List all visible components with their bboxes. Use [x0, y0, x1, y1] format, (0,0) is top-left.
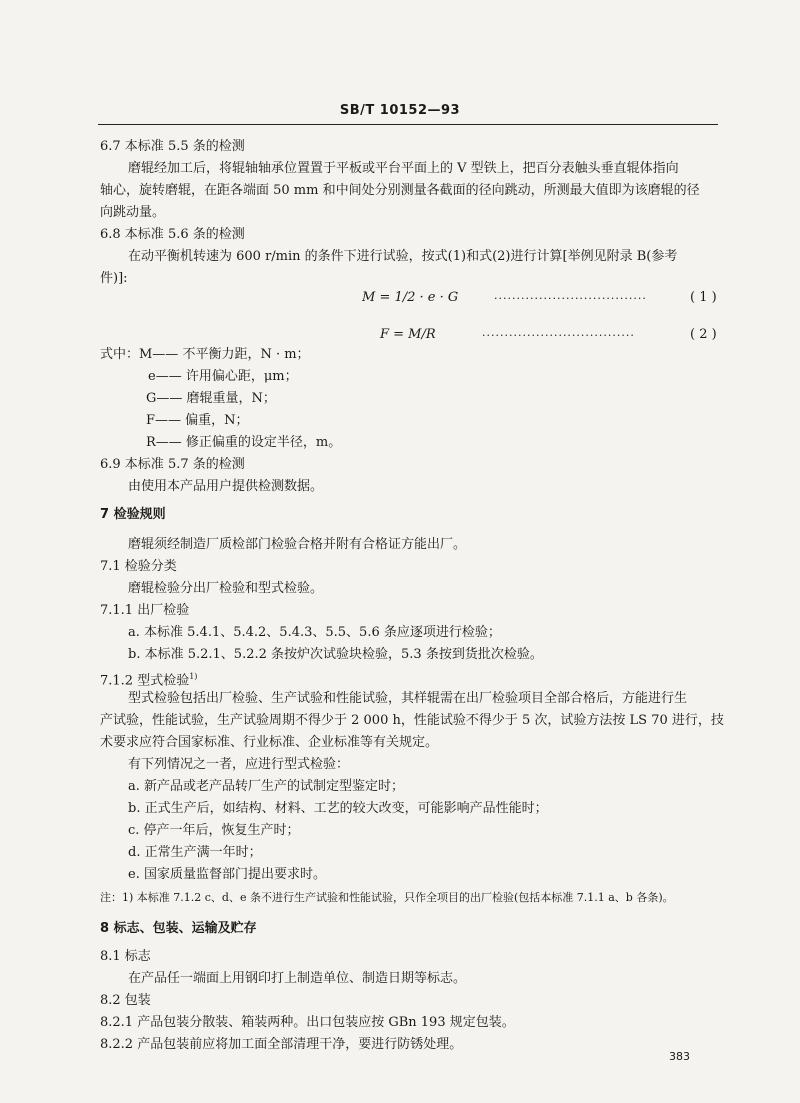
section-8-2-title: 8.2 包装 [100, 993, 151, 1008]
formula-2-leader: ·································· [482, 329, 635, 342]
section-6-9-title: 6.9 本标准 5.7 条的检测 [100, 457, 245, 472]
list-item: c. 停产一年后，恢复生产时； [128, 823, 300, 838]
section-8-2-2: 8.2.2 产品包装前应将加工面全部清理干净，要进行防锈处理。 [100, 1037, 463, 1052]
formula-2: F = M/R [380, 327, 436, 342]
header-rule [98, 124, 718, 125]
section-7-1-1-title: 7.1.1 出厂检验 [100, 603, 190, 618]
list-item: e. 国家质量监督部门提出要求时。 [128, 867, 326, 882]
footnote: 注：1) 本标准 7.1.2 c、d、e 条不进行生产试验和性能试验，只作全项目的出厂检验(包括本标准 7.1.1 a、b 各条)。 [100, 891, 674, 904]
page-number: 383 [669, 1050, 690, 1063]
chapter-8-title: 8 标志、包装、运输及贮存 [100, 921, 257, 936]
list-item: d. 正常生产满一年时； [128, 845, 262, 860]
paragraph-line: 件)]: [100, 271, 128, 286]
formula-1-leader: ·································· [494, 292, 647, 305]
standard-code-header: SB/T 10152—93 [339, 103, 461, 118]
formula-1: M = 1/2 · e · G [362, 290, 459, 305]
section-6-8-title: 6.8 本标准 5.6 条的检测 [100, 227, 245, 242]
variable-line: e—— 许用偏心距，μm； [148, 369, 298, 384]
list-item: b. 正式生产后，如结构、材料、工艺的较大改变，可能影响产品性能时； [128, 801, 548, 816]
formula-1-number: ( 1 ) [690, 290, 717, 305]
paragraph-line: 术要求应符合国家标准、行业标准、企业标准等有关规定。 [100, 735, 439, 750]
paragraph-line: 轴心，旋转磨辊，在距各端面 50 mm 和中间处分别测量各截面的径向跳动，所测最大值即为该磨辊的径 [100, 183, 700, 198]
variable-line: R—— 修正偏重的设定半径，m。 [146, 435, 342, 450]
paragraph-line: 由使用本产品用户提供检测数据。 [128, 479, 324, 494]
list-item: a. 本标准 5.4.1、5.4.2、5.4.3、5.5、5.6 条应逐项进行检验； [128, 625, 501, 640]
section-8-1-title: 8.1 标志 [100, 949, 151, 964]
footnote-marker: 1) [189, 672, 198, 681]
chapter-7-title: 7 检验规则 [100, 507, 166, 522]
section-7-1-2-title: 7.1.2 型式检验$^{1)}$ [100, 672, 198, 689]
paragraph-line: 向跳动量。 [100, 205, 166, 220]
paragraph-line: 在产品任一端面上用钢印打上制造单位、制造日期等标志。 [128, 971, 467, 986]
variable-line: G—— 磨辊重量，N； [146, 391, 276, 406]
paragraph-line: 产试验，性能试验，生产试验周期不得少于 2 000 h，性能试验不得少于 5 次，试验方法按 LS 70 进行，技 [100, 713, 724, 728]
paragraph-line: 型式检验包括出厂检验、生产试验和性能试验，其样辊需在出厂检验项目全部合格后，方能进行生 [128, 691, 688, 706]
list-item: a. 新产品或老产品转厂生产的试制定型鉴定时； [128, 779, 405, 794]
where-line: 式中：M—— 不平衡力距，N · m； [100, 347, 310, 362]
formula-2-number: ( 2 ) [690, 327, 717, 342]
paragraph-line: 在动平衡机转速为 600 r/min 的条件下进行试验，按式(1)和式(2)进行计算[举例见附录 B(参考 [128, 249, 678, 264]
paragraph-line: 有下列情况之一者，应进行型式检验： [128, 757, 350, 772]
paragraph-line: 磨辊经加工后，将辊轴轴承位置置于平板或平台平面上的 V 型铁上，把百分表触头垂直辊体指向 [128, 161, 679, 176]
list-item: b. 本标准 5.2.1、5.2.2 条按炉次试验块检验，5.3 条按到货批次检验。 [128, 647, 543, 662]
section-8-2-1: 8.2.1 产品包装分散装、箱装两种。出口包装应按 GBn 193 规定包装。 [100, 1015, 515, 1030]
section-6-7-title: 6.7 本标准 5.5 条的检测 [100, 139, 245, 154]
section-7-1-title: 7.1 检验分类 [100, 559, 177, 574]
paragraph-line: 磨辊须经制造厂质检部门检验合格并附有合格证方能出厂。 [128, 537, 467, 552]
variable-line: F—— 偏重，N； [146, 413, 249, 428]
paragraph-line: 磨辊检验分出厂检验和型式检验。 [128, 581, 324, 596]
